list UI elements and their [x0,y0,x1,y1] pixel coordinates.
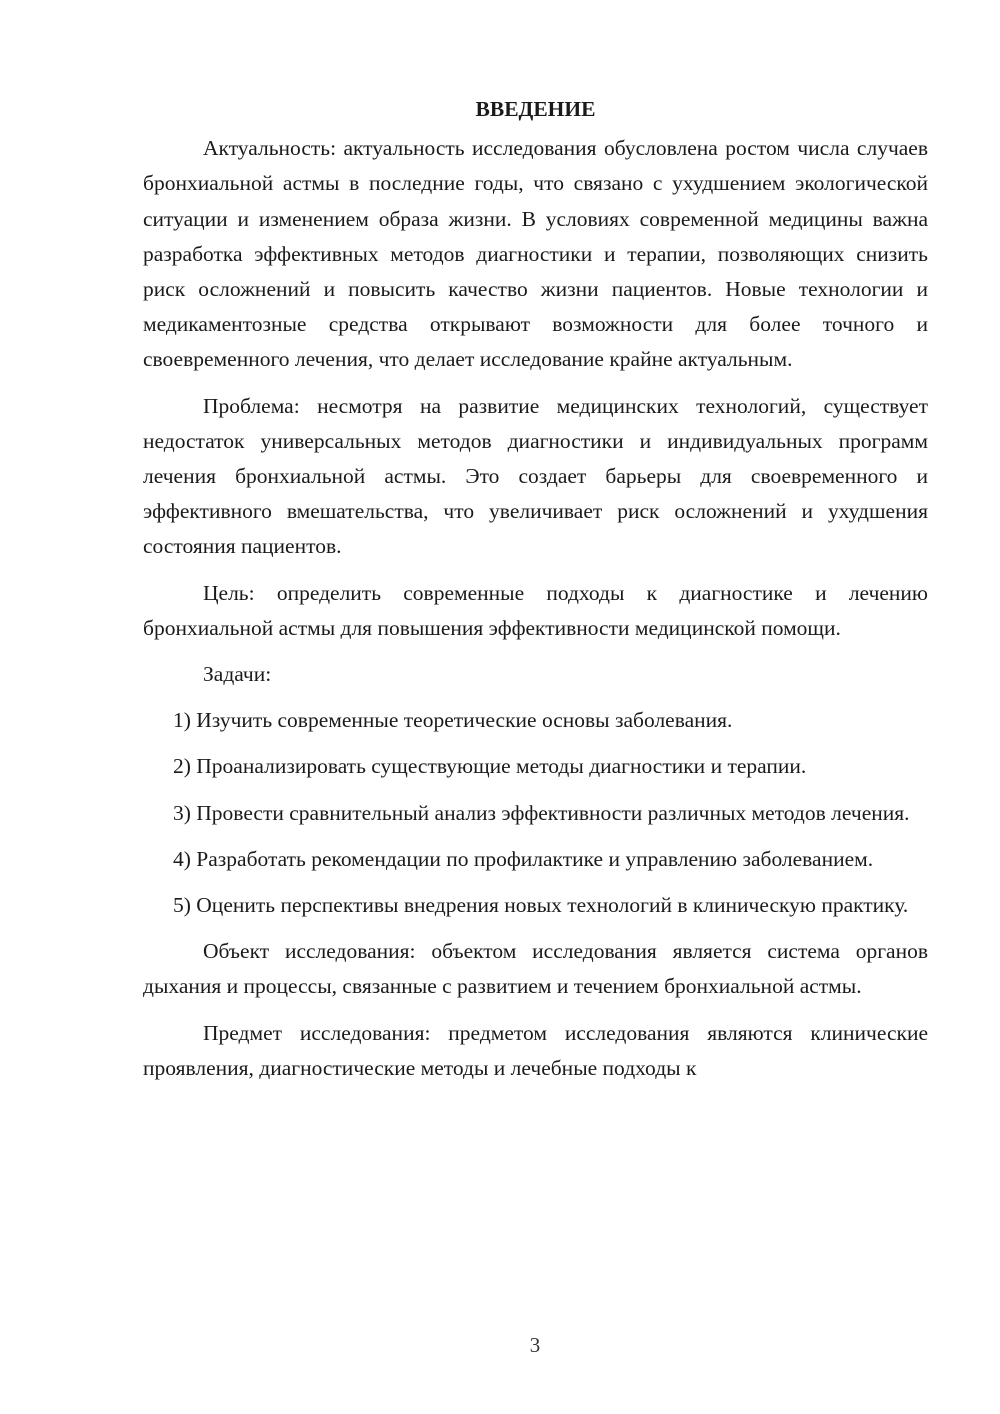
section-heading: ВВЕДЕНИЕ [475,97,596,121]
relevance-paragraph: Актуальность: актуальность исследования обусловлена ростом числа случаев бронхиальной астмы в последние годы, что связано с ухудшением экологической ситуации и изменением образа жизни. В условиях современной медицины важна разработка эффективных методов диагностики и терапии, позволяющих снизить риск осложнений и повысить качество жизни пациентов. Новые технологии и медикаментозные средства открывают возможности для более точного и своевременного лечения, что делает исследование крайне актуальным. [143,136,928,372]
object-paragraph: Объект исследования: объектом исследования является система органов дыхания и процессы, связанные с развитием и течением бронхиальной астмы. [143,939,928,999]
task-item-1: 1) Изучить современные теоретические основы заболевания. [173,708,733,733]
problem-paragraph: Проблема: несмотря на развитие медицинских технологий, существует недостаток универсальных методов диагностики и индивидуальных программ лечения бронхиальной астмы. Это создает барьеры для своевременного и эффективного вмешательства, что увеличивает риск осложнений и ухудшения состояния пациентов. [143,393,928,559]
task-item-3: 3) Провести сравнительный анализ эффективности различных методов лечения. [173,800,910,825]
task-item-5: 5) Оценить перспективы внедрения новых технологий в клиническую практику. [173,893,909,918]
page-number: 3 [529,1333,541,1357]
subject-paragraph: Предмет исследования: предметом исследования являются клинические проявления, диагностические методы и лечебные подходы к [143,1020,928,1080]
document-page [143,92,928,1097]
task-item-4: 4) Разработать рекомендации по профилактике и управлению заболеванием. [173,846,874,871]
task-item-2: 2) Проанализировать существующие методы диагностики и терапии. [173,754,807,779]
goal-paragraph: Цель: определить современные подходы к диагностике и лечению бронхиальной астмы для повышения эффективности медицинской помощи. [143,580,928,640]
tasks-label: Задачи: [203,662,272,687]
